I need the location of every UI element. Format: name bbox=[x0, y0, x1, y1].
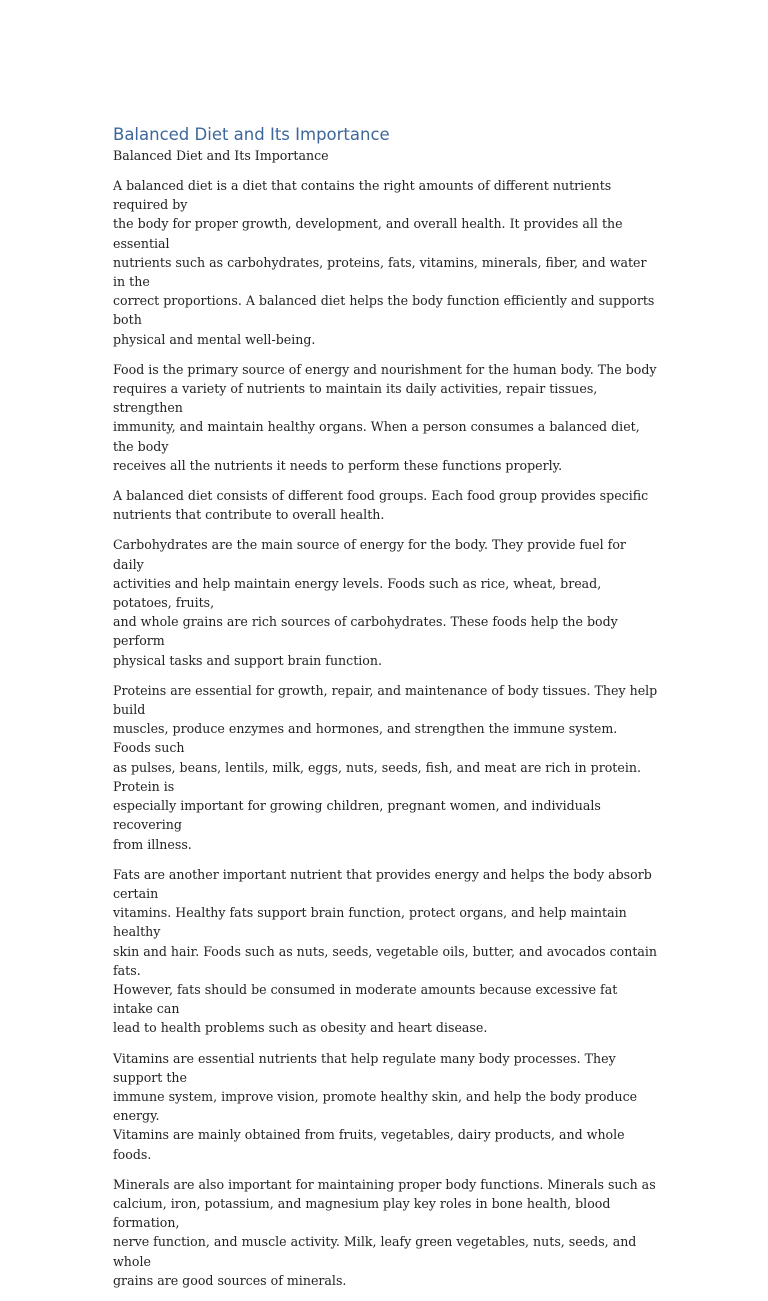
paragraph-proteins: Proteins are essential for growth, repair, and maintenance of body tissues. They help build muscles, produce enzymes and hormones, and strengthen the immune system. Foods such as pulses, beans, lentils, milk, eggs, nuts, seeds, fish, and meat are rich in protein. Protein is especially important for growing children, pregnant women, and individuals recovering from illness. bbox=[113, 682, 658, 852]
document-title: Balanced Diet and Its Importance bbox=[113, 125, 390, 144]
paragraph-food-energy: Food is the primary source of energy and nourishment for the human body. The body requires a variety of nutrients to maintain its daily activities, repair tissues, strengthen immunity, and maintain healthy organs. When a person consumes a balanced diet, the body receives all the nutrients it needs to perform these functions properly. bbox=[113, 361, 657, 473]
paragraph-vitamins: Vitamins are essential nutrients that help regulate many body processes. They support the immune system, improve vision, promote healthy skin, and help the body produce energy. Vitamins are mainly obtained from fruits, vegetables, dairy products, and whole foods. bbox=[113, 1050, 638, 1162]
paragraph-minerals: Minerals are also important for maintaining proper body functions. Minerals such as calcium, iron, potassium, and magnesium play key roles in bone health, blood formation, nerve function, and muscle activity. Milk, leafy green vegetables, nuts, seeds, and whole grains are good sources of minerals. bbox=[113, 1176, 656, 1288]
paragraph-fats: Fats are another important nutrient that provides energy and helps the body absorb certain vitamins. Healthy fats support brain function, protect organs, and help maintain healthy skin and hair. Foods such as nuts, seeds, vegetable oils, butter, and avocados contain fats. However, fats should be consumed in moderate amounts because excessive fat intake can lead to health problems such as obesity and heart disease. bbox=[113, 866, 658, 1036]
document-page bbox=[113, 124, 658, 1301]
paragraph-carbohydrates: Carbohydrates are the main source of energy for the body. They provide fuel for daily activities and help maintain energy levels. Foods such as rice, wheat, bread, potatoes, fruits, and whole grains are rich sources of carbohydrates. These foods help the body perform physical tasks and support brain function. bbox=[113, 537, 626, 668]
paragraph-intro: A balanced diet is a diet that contains the right amounts of different nutrients required by the body for proper growth, development, and overall health. It provides all the essential nutrients such as carbohydrates, proteins, fats, vitamins, minerals, fiber, and water in the correct proportions. A balanced diet helps the body function efficiently and supports both physical and mental well-being. bbox=[113, 178, 655, 347]
document-subtitle: Balanced Diet and Its Importance bbox=[113, 148, 329, 163]
paragraph-food-groups: A balanced diet consists of different food groups. Each food group provides specific nutrients that contribute to overall health. bbox=[113, 488, 649, 523]
